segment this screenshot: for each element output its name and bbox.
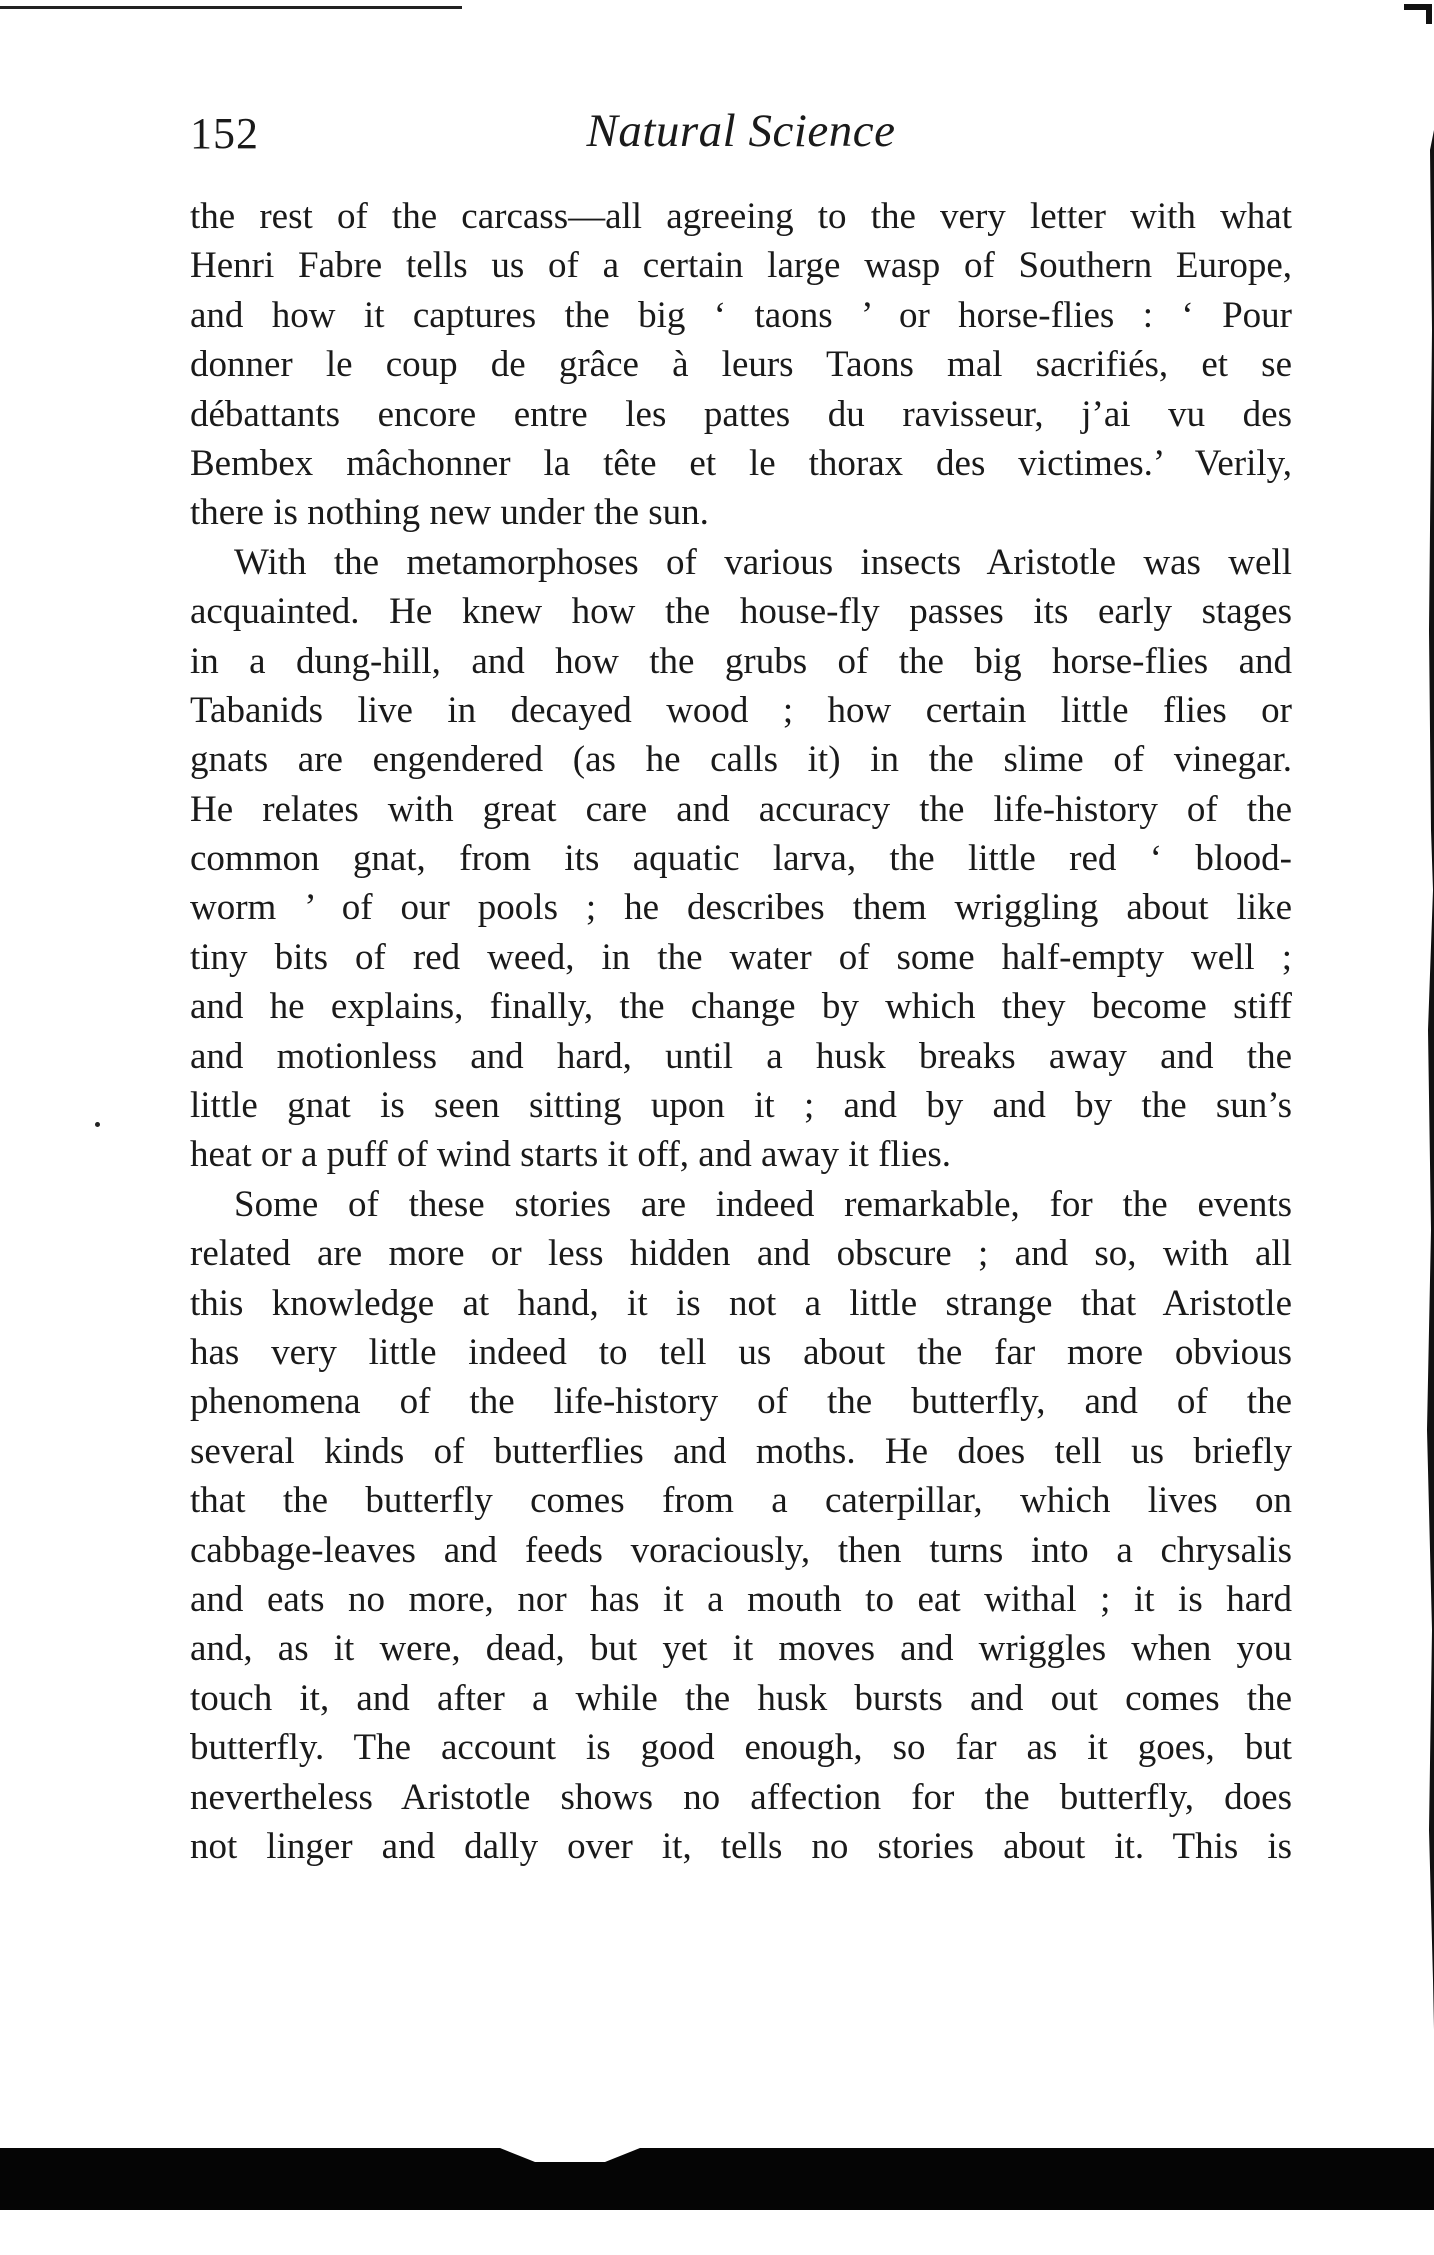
scan-speck	[95, 1122, 100, 1127]
scan-bottom-band	[0, 2148, 1434, 2210]
scan-edge-rule	[0, 6, 462, 9]
running-title: Natural Science	[586, 105, 896, 157]
running-head	[190, 96, 1292, 166]
text-line: Bembex mâchonner la tête et le thorax des victimes.’ Verily,	[190, 442, 1292, 484]
text-line: that the butterfly comes from a caterpillar, which lives on	[190, 1480, 1292, 1522]
text-line: common gnat, from its aquatic larva, the little red ‘ blood-	[190, 838, 1292, 880]
text-line: acquainted. He knew how the house-fly passes its early stages	[190, 591, 1292, 633]
text-line: heat or a puff of wind starts it off, and away it flies.	[190, 1134, 952, 1176]
text-line: worm ’ of our pools ; he describes them wriggling about like	[190, 887, 1292, 929]
text-line: and how it captures the big ‘ taons ’ or horse-flies : ‘ Pour	[190, 294, 1292, 336]
text-line: this knowledge at hand, it is not a little strange that Aristotle	[190, 1282, 1292, 1324]
text-line: donner le coup de grâce à leurs Taons mal sacrifiés, et se	[190, 344, 1292, 386]
text-line: several kinds of butterflies and moths. He does tell us briefly	[190, 1430, 1292, 1472]
text-line: With the metamorphoses of various insects Aristotle was well	[234, 541, 1292, 583]
text-line: and he explains, finally, the change by which they become stiff	[190, 986, 1292, 1028]
text-line: Tabanids live in decayed wood ; how certain little flies or	[190, 689, 1292, 731]
text-line: Some of these stories are indeed remarkable, for the events	[234, 1183, 1292, 1225]
text-line: has very little indeed to tell us about the far more obvious	[190, 1331, 1292, 1373]
text-line: and motionless and hard, until a husk breaks away and the	[190, 1035, 1292, 1077]
text-line: tiny bits of red weed, in the water of some half-empty well ;	[190, 936, 1292, 978]
body-text	[190, 192, 1292, 1871]
scan-right-edge-shadow	[1420, 130, 1434, 2030]
text-line: Henri Fabre tells us of a certain large wasp of Southern Europe,	[190, 245, 1292, 287]
text-line: nevertheless Aristotle shows no affection for the butterfly, does	[190, 1776, 1292, 1818]
text-line: débattants encore entre les pattes du ravisseur, j’ai vu des	[190, 393, 1292, 435]
text-line: touch it, and after a while the husk bursts and out comes the	[190, 1677, 1292, 1719]
text-line: butterfly. The account is good enough, so far as it goes, but	[190, 1727, 1292, 1769]
text-line: related are more or less hidden and obscure ; and so, with all	[190, 1233, 1292, 1275]
text-line: He relates with great care and accuracy the life-history of the	[190, 788, 1292, 830]
text-line: the rest of the carcass—all agreeing to the very letter with what	[190, 196, 1292, 237]
text-line: not linger and dally over it, tells no stories about it. This is	[190, 1825, 1292, 1867]
text-line: little gnat is seen sitting upon it ; and by and by the sun’s	[190, 1085, 1292, 1127]
text-line: and eats no more, nor has it a mouth to eat withal ; it is hard	[190, 1578, 1292, 1620]
text-line: cabbage-leaves and feeds voraciously, then turns into a chrysalis	[190, 1529, 1292, 1571]
text-line: phenomena of the life-history of the butterfly, and of the	[190, 1381, 1292, 1423]
page-number: 152	[190, 109, 259, 158]
scan-corner-mark	[1404, 4, 1432, 10]
text-line: in a dung-hill, and how the grubs of the big horse-flies and	[190, 640, 1292, 682]
text-line: and, as it were, dead, but yet it moves and wriggles when you	[190, 1628, 1292, 1670]
text-line: there is nothing new under the sun.	[190, 492, 709, 534]
text-line: gnats are engendered (as he calls it) in the slime of vinegar.	[190, 739, 1292, 781]
